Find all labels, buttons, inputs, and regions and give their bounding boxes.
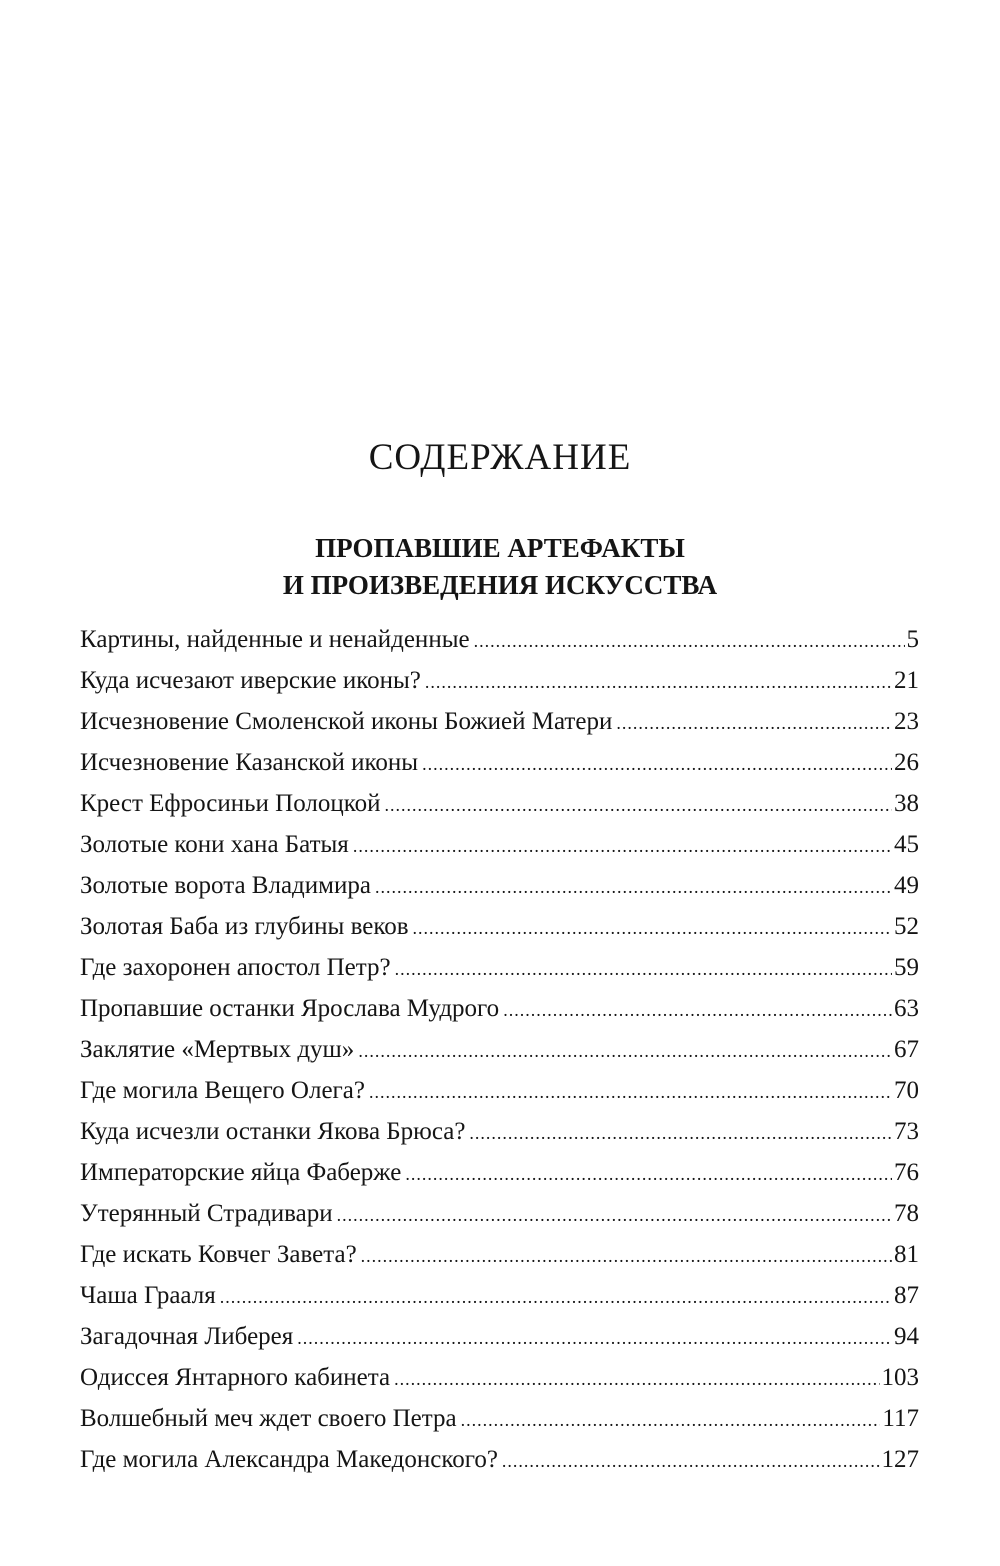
toc-entry-page: 70: [894, 1077, 919, 1104]
toc-entry[interactable]: [80, 906, 919, 947]
section-heading-line-2: И ПРОИЗВЕДЕНИЯ ИСКУССТВА: [282, 570, 718, 600]
toc-entry-page: 59: [894, 954, 919, 981]
toc-entry[interactable]: [80, 1070, 919, 1111]
toc-entry[interactable]: [80, 1029, 919, 1070]
toc-entry-page: 38: [894, 790, 919, 817]
toc-entry[interactable]: [80, 1439, 919, 1480]
toc-entry[interactable]: [80, 947, 919, 988]
toc-entry[interactable]: [80, 742, 919, 783]
toc-entry-title: Где искать Ковчег Завета?: [80, 1241, 357, 1268]
toc-entry-title: Картины, найденные и ненайденные: [80, 626, 470, 653]
toc-entry-page: 45: [894, 831, 919, 858]
section-heading: [0, 530, 1000, 604]
toc-entry-title: Одиссея Янтарного кабинета: [80, 1364, 391, 1391]
toc-entry-page: 73: [894, 1118, 919, 1145]
toc-entry[interactable]: [80, 1234, 919, 1275]
toc-entry-page: 23: [894, 708, 919, 735]
dot-leader: [422, 744, 892, 785]
table-of-contents: [80, 619, 919, 1480]
toc-entry-page: 52: [894, 913, 919, 940]
toc-entry-title: Золотые ворота Владимира: [80, 872, 371, 899]
toc-entry-page: 78: [894, 1200, 919, 1227]
toc-entry-title: Куда исчезают иверские иконы?: [80, 667, 421, 694]
toc-entry-page: 94: [894, 1323, 919, 1350]
toc-entry-page: 26: [894, 749, 919, 776]
dot-leader: [502, 1441, 880, 1482]
toc-entry[interactable]: [80, 1398, 919, 1439]
toc-entry-page: 81: [894, 1241, 919, 1268]
toc-entry-title: Утерянный Страдивари: [80, 1200, 333, 1227]
toc-entry[interactable]: [80, 824, 919, 865]
toc-entry-title: Где захоронен апостол Петр?: [80, 954, 391, 981]
dot-leader: [469, 1113, 892, 1154]
dot-leader: [616, 703, 892, 744]
toc-entry-title: Исчезновение Смоленской иконы Божией Матери: [80, 708, 613, 735]
dot-leader: [361, 1236, 892, 1277]
toc-entry-title: Где могила Вещего Олега?: [80, 1077, 365, 1104]
toc-entry[interactable]: [80, 619, 919, 660]
dot-leader: [337, 1195, 892, 1236]
toc-entry[interactable]: [80, 701, 919, 742]
dot-leader: [503, 990, 892, 1031]
toc-entry[interactable]: [80, 988, 919, 1029]
dot-leader: [405, 1154, 892, 1195]
dot-leader: [220, 1277, 892, 1318]
toc-entry-page: 49: [894, 872, 919, 899]
toc-entry-title: Исчезновение Казанской иконы: [80, 749, 419, 776]
toc-entry-page: 117: [882, 1405, 919, 1432]
toc-entry-title: Пропавшие останки Ярослава Мудрого: [80, 995, 500, 1022]
toc-entry[interactable]: [80, 783, 919, 824]
dot-leader: [358, 1031, 892, 1072]
page-title: СОДЕРЖАНИЕ: [368, 437, 632, 478]
toc-entry-page: 67: [894, 1036, 919, 1063]
dot-leader: [413, 908, 892, 949]
toc-entry-title: Заклятие «Мертвых душ»: [80, 1036, 355, 1063]
toc-entry-page: 63: [894, 995, 919, 1022]
toc-entry-title: Чаша Грааля: [80, 1282, 216, 1309]
toc-entry[interactable]: [80, 1275, 919, 1316]
dot-leader: [375, 867, 892, 908]
dot-leader: [369, 1072, 892, 1113]
dot-leader: [461, 1400, 881, 1441]
toc-entry-title: Золотая Баба из глубины веков: [80, 913, 409, 940]
toc-entry-page: 21: [894, 667, 919, 694]
toc-entry[interactable]: [80, 1357, 919, 1398]
toc-entry-page: 87: [894, 1282, 919, 1309]
dot-leader: [425, 662, 892, 703]
toc-entry-title: Императорские яйца Фаберже: [80, 1159, 402, 1186]
toc-entry[interactable]: [80, 1152, 919, 1193]
toc-entry-page: 103: [881, 1364, 919, 1391]
dot-leader: [353, 826, 892, 867]
dot-leader: [395, 949, 892, 990]
dot-leader: [384, 785, 892, 826]
toc-entry-title: Где могила Александра Македонского?: [80, 1446, 498, 1473]
toc-entry-page: 76: [894, 1159, 919, 1186]
toc-entry-title: Крест Ефросиньи Полоцкой: [80, 790, 381, 817]
toc-entry-title: Загадочная Либерея: [80, 1323, 294, 1350]
toc-entry-title: Волшебный меч ждет своего Петра: [80, 1405, 457, 1432]
toc-entry-title: Куда исчезли останки Якова Брюса?: [80, 1118, 466, 1145]
toc-entry[interactable]: [80, 1111, 919, 1152]
section-heading-line-1: ПРОПАВШИЕ АРТЕФАКТЫ: [315, 533, 685, 563]
dot-leader: [394, 1359, 879, 1400]
dot-leader: [474, 621, 905, 662]
toc-entry-page: 5: [906, 626, 919, 653]
dot-leader: [297, 1318, 892, 1359]
toc-entry[interactable]: [80, 660, 919, 701]
toc-entry-title: Золотые кони хана Батыя: [80, 831, 349, 858]
toc-entry[interactable]: [80, 1316, 919, 1357]
toc-entry[interactable]: [80, 1193, 919, 1234]
toc-entry-page: 127: [881, 1446, 919, 1473]
toc-entry[interactable]: [80, 865, 919, 906]
